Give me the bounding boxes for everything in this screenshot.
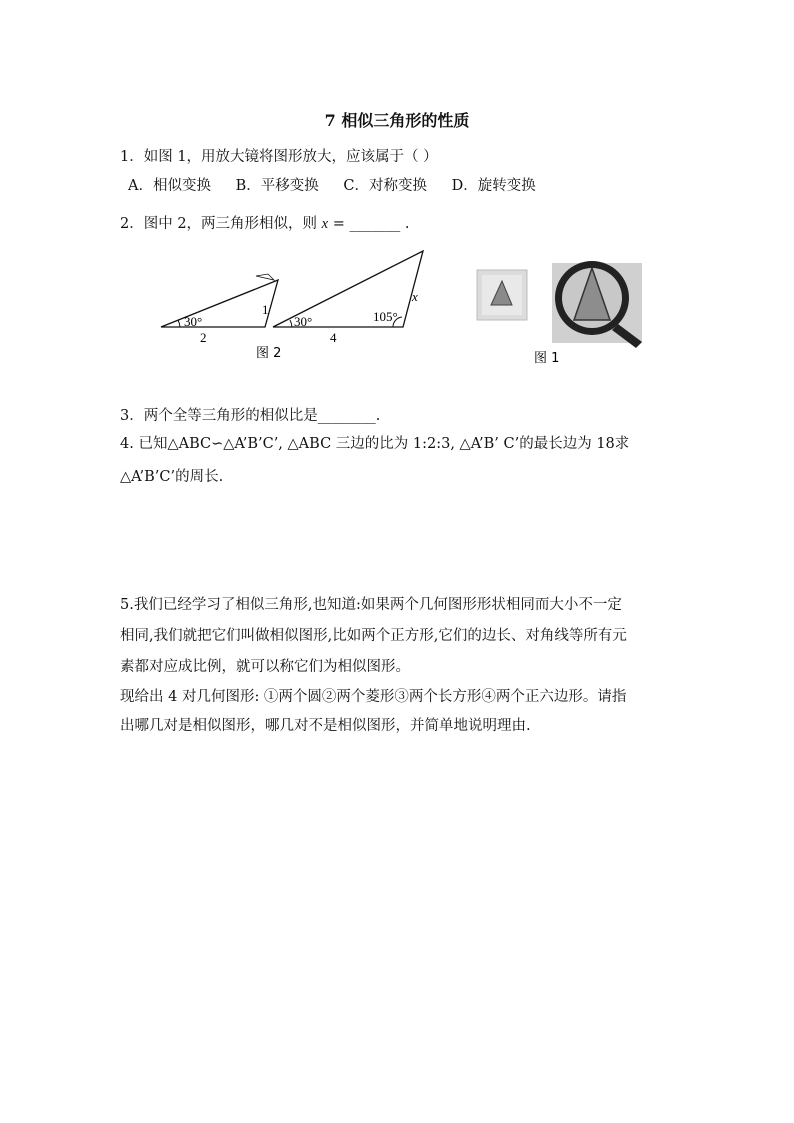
question-2-variable: x bbox=[321, 216, 329, 232]
large-angle-label-2: 105° bbox=[373, 309, 398, 324]
small-triangle bbox=[161, 280, 278, 327]
option-a: A．相似变换 bbox=[128, 178, 211, 194]
question-5-line-3: 素都对应成比例，就可以称它们为相似图形。 bbox=[120, 659, 410, 675]
question-5-line-4: 现给出 4 对几何图形: ①两个圆②两个菱形③两个长方形④两个正六边形。请指 bbox=[120, 689, 627, 705]
question-5-line-1: 5.我们已经学习了相似三角形,也知道:如果两个几何图形形状相同而大小不一定 bbox=[120, 597, 622, 613]
question-5-line-5: 出哪几对是相似图形，哪几对不是相似图形，并简单地说明理由. bbox=[120, 718, 531, 734]
large-base-label: 4 bbox=[330, 330, 337, 345]
figure-2-triangles bbox=[150, 240, 450, 365]
large-angle-arc-1 bbox=[290, 320, 292, 327]
large-angle-label-1: 30° bbox=[294, 314, 313, 329]
question-4 bbox=[120, 428, 629, 494]
question-1: 1．如图 1，用放大镜将图形放大，应该属于（ ） bbox=[120, 149, 438, 165]
large-side-label: x bbox=[412, 289, 418, 304]
small-base-label: 2 bbox=[200, 330, 207, 345]
small-angle-arc bbox=[178, 320, 180, 327]
question-4-line-1: 4. 已知△ABC∽△A’B’C’, △ABC 三边的比为 1:2:3, △A’B’ C’的最长边为 18求 bbox=[120, 436, 630, 452]
question-3: 3．两个全等三角形的相似比是________. bbox=[120, 408, 381, 424]
question-1-options bbox=[128, 174, 556, 195]
page-title: 7 相似三角形的性质 bbox=[324, 111, 470, 130]
figure-1-magnifier bbox=[470, 258, 650, 370]
question-2 bbox=[120, 212, 409, 233]
small-side-label: 1 bbox=[262, 302, 269, 317]
question-2-prefix: 2．图中 2，两三角形相似，则 bbox=[120, 216, 322, 232]
option-c: C．对称变换 bbox=[343, 178, 427, 194]
figure-1-caption: 图 1 bbox=[534, 351, 560, 366]
question-2-suffix: = _______ . bbox=[328, 216, 410, 232]
question-5-line-2: 相同,我们就把它们叫做相似图形,比如两个正方形,它们的边长、对角线等所有元 bbox=[120, 628, 627, 644]
small-triangle-mark bbox=[256, 274, 274, 280]
figure-2-caption: 图 2 bbox=[256, 346, 282, 361]
option-b: B．平移变换 bbox=[235, 178, 319, 194]
option-d: D．旋转变换 bbox=[451, 178, 536, 194]
small-angle-label: 30° bbox=[184, 314, 203, 329]
question-5 bbox=[120, 590, 627, 742]
question-4-line-2: △A’B’C’的周长. bbox=[120, 469, 224, 485]
